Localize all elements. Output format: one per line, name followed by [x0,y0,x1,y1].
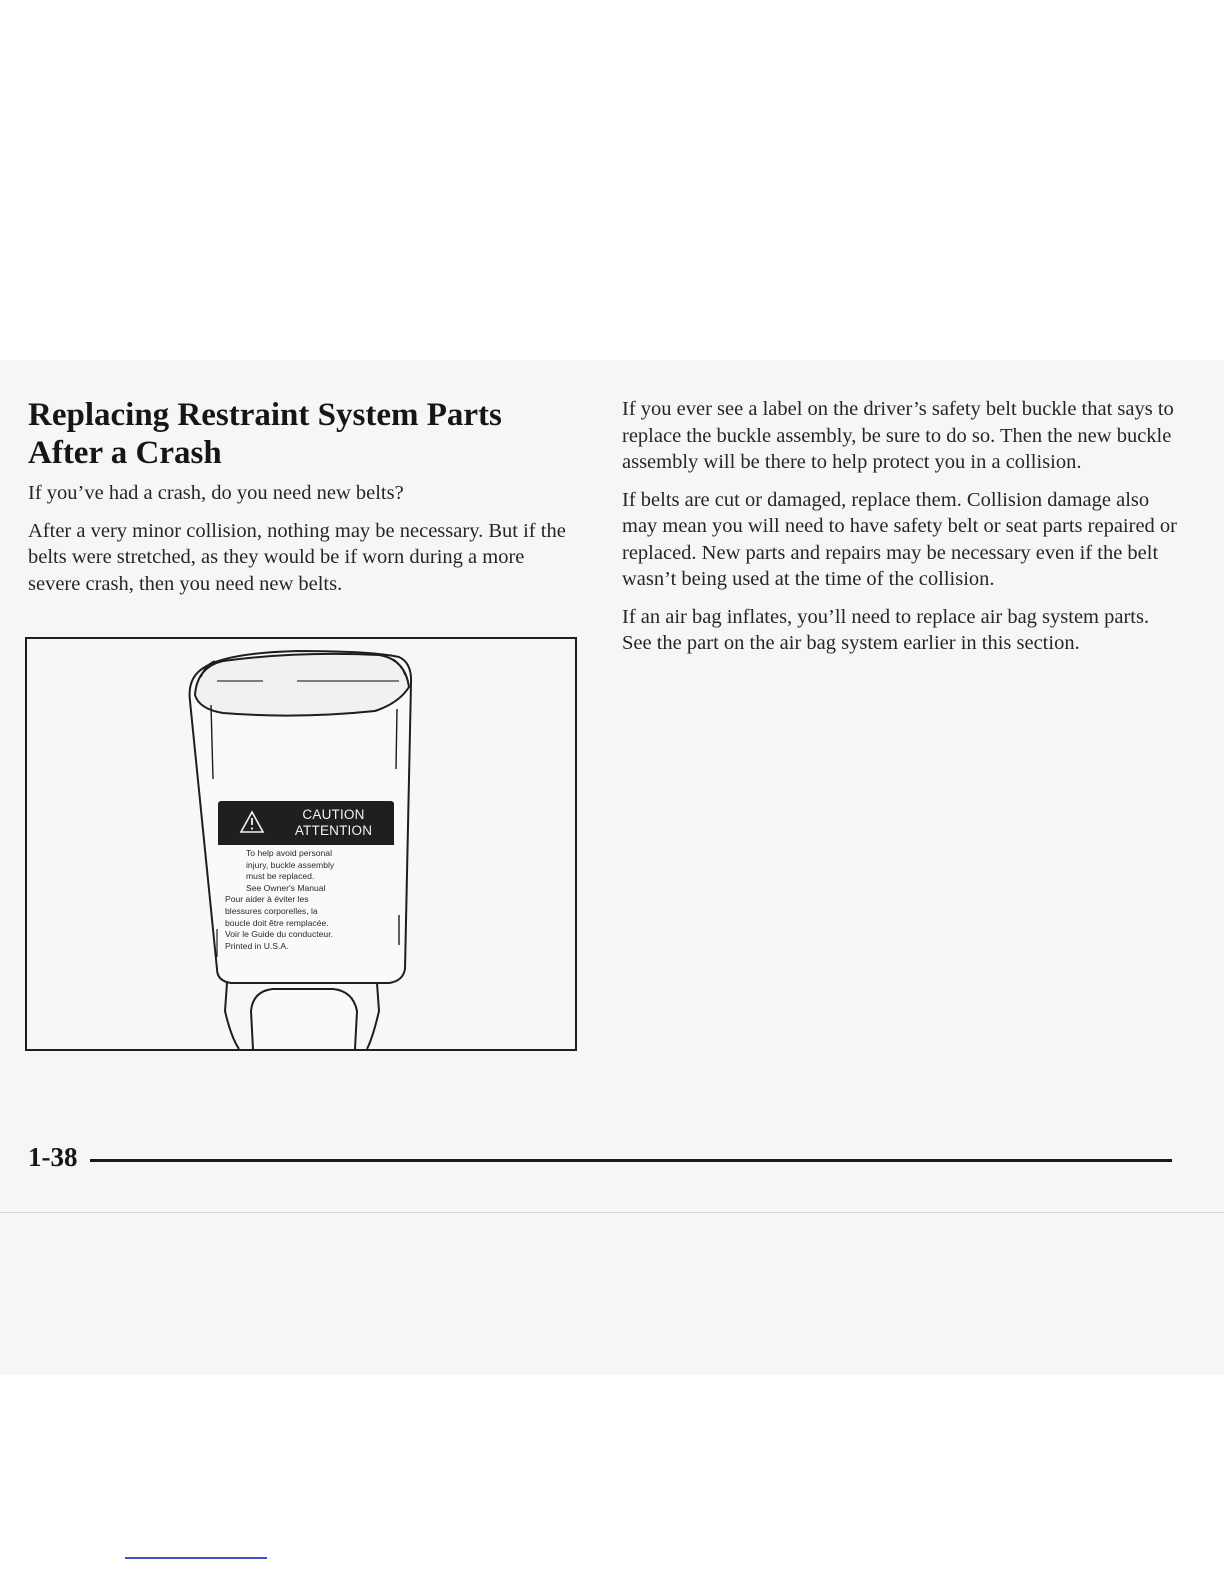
label-line: To help avoid personal [246,848,332,858]
page-edge-divider [0,1212,1224,1213]
attention-label-title: ATTENTION [294,823,373,838]
section-title-line-1: Replacing Restraint System Parts [28,397,502,433]
label-line: must be replaced. [246,871,315,882]
buckle-label-paragraph: If you ever see a label on the driver’s safety belt buckle that says to replace the buckle assembly, be sure to do so. Then the new buckle assembly will be there to help protect you in a collision. [622,398,1174,473]
right-column [622,396,1178,668]
caution-label-header [218,801,394,845]
label-line: Voir le Guide du conducteur. [225,929,333,940]
label-line: blessures corporelles, la [225,905,318,916]
air-bag-paragraph: If an air bag inflates, you’ll need to replace air bag system parts. See the part on the air bag system earlier in this section. [622,605,1150,654]
section-title [28,396,580,472]
caution-label-text [218,845,394,952]
warning-triangle-icon [239,810,265,834]
section-title-line-2: After a Crash [28,435,222,471]
label-line: Printed in U.S.A. [225,940,289,951]
damaged-belts-paragraph: If belts are cut or damaged, replace them. Collision damage also may mean you will need to have safety belt or seat parts repaired or replaced. New parts and repairs may be necessary even if the belt wasn’t being used at the time of the collision. [622,488,1178,590]
viewer-link-underline [125,1557,267,1559]
left-column [28,396,580,608]
page-number: 1-38 [28,1142,78,1172]
label-line: See Owner's Manual [246,882,326,893]
label-line: Pour aider à éviter les [225,894,309,905]
footer-rule [90,1159,1172,1162]
buckle-top-cap [195,654,409,716]
buckle-illustration [25,637,577,1051]
label-line: injury, buckle assembly [246,859,335,870]
minor-collision-paragraph: After a very minor collision, nothing may be necessary. But if the belts were stretched, as they would be if worn during a more severe crash, then you need new belts. [28,519,566,595]
caution-label [218,801,394,973]
label-line: boucle doit être remplacée. [225,917,329,928]
question-paragraph: If you’ve had a crash, do you need new belts? [28,482,404,504]
caution-label-title: CAUTION [302,807,365,822]
